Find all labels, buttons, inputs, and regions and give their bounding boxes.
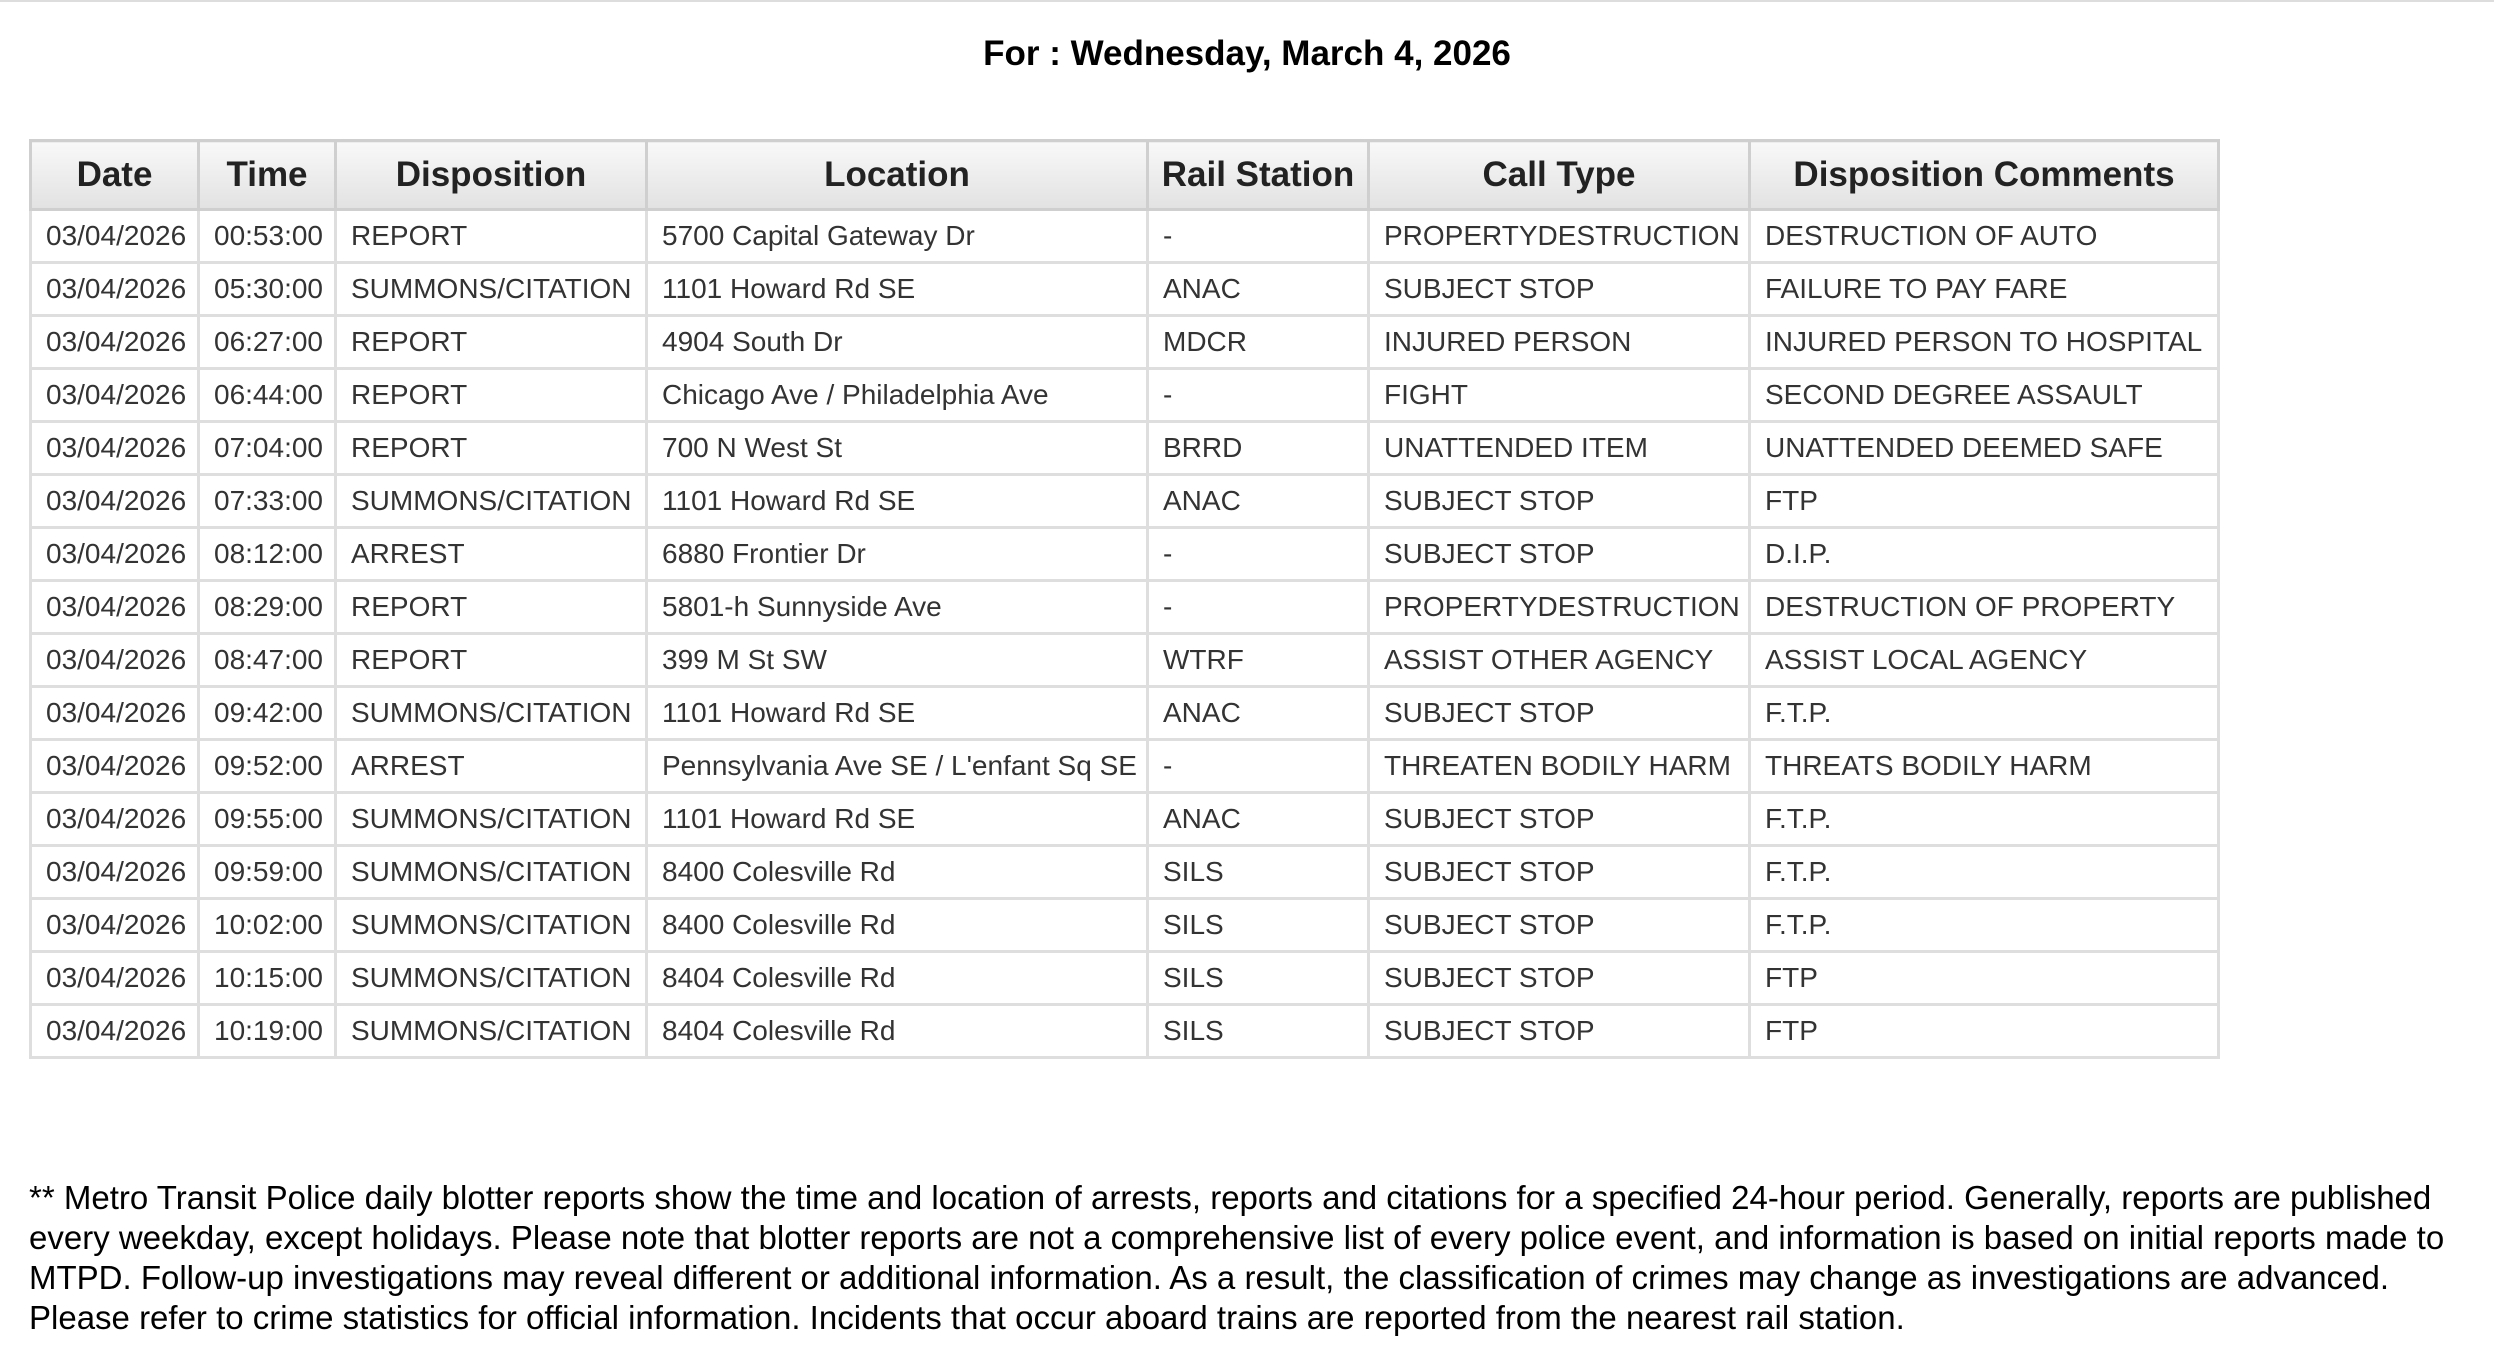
rail-station-cell: SILS [1148,846,1369,899]
column-header-time: Time [199,141,336,210]
footnote-disclaimer: ** Metro Transit Police daily blotter reports show the time and location of arrests, reports and citations for a specified 24-hour period. Generally, reports are published every weekday, except holidays. Please note that blotter reports are not a comprehensive list of every police event, and information is based on initial reports made to MTPD. Follow-up investigations may reveal different or additional information. As a result, the classification of crimes may change as investigations are advanced. Please refer to crime statistics for official information. Incidents that occur aboard trains are reported from the nearest rail station. [29,1179,2445,1336]
disposition-comments-cell: F.T.P. [1750,846,2219,899]
time-cell: 07:04:00 [199,422,336,475]
rail-station-cell: - [1148,740,1369,793]
time-cell: 05:30:00 [199,263,336,316]
disposition-cell: SUMMONS/CITATION [336,793,647,846]
disposition-cell: SUMMONS/CITATION [336,952,647,1005]
call-type-cell: SUBJECT STOP [1369,687,1750,740]
location-cell: 1101 Howard Rd SE [647,475,1148,528]
disposition-cell: SUMMONS/CITATION [336,687,647,740]
time-cell: 09:55:00 [199,793,336,846]
disposition-cell: REPORT [336,369,647,422]
disposition-cell: REPORT [336,210,647,263]
date-cell: 03/04/2026 [31,740,199,793]
call-type-cell: SUBJECT STOP [1369,528,1750,581]
location-cell: 8404 Colesville Rd [647,952,1148,1005]
time-cell: 09:42:00 [199,687,336,740]
location-cell: 1101 Howard Rd SE [647,793,1148,846]
disposition-cell: SUMMONS/CITATION [336,846,647,899]
time-cell: 09:59:00 [199,846,336,899]
time-cell: 09:52:00 [199,740,336,793]
date-cell: 03/04/2026 [31,846,199,899]
disposition-comments-cell: FTP [1750,475,2219,528]
disposition-comments-cell: UNATTENDED DEEMED SAFE [1750,422,2219,475]
location-cell: 399 M St SW [647,634,1148,687]
table-row [31,528,2219,581]
rail-station-cell: SILS [1148,952,1369,1005]
table-row [31,369,2219,422]
time-cell: 08:29:00 [199,581,336,634]
call-type-cell: FIGHT [1369,369,1750,422]
rail-station-cell: BRRD [1148,422,1369,475]
call-type-cell: SUBJECT STOP [1369,846,1750,899]
rail-station-cell: ANAC [1148,475,1369,528]
rail-station-cell: - [1148,528,1369,581]
date-cell: 03/04/2026 [31,581,199,634]
location-cell: 4904 South Dr [647,316,1148,369]
call-type-cell: SUBJECT STOP [1369,263,1750,316]
call-type-cell: ASSIST OTHER AGENCY [1369,634,1750,687]
location-cell: 5801-h Sunnyside Ave [647,581,1148,634]
blotter-table [29,139,2220,1059]
date-cell: 03/04/2026 [31,899,199,952]
disposition-comments-cell: INJURED PERSON TO HOSPITAL [1750,316,2219,369]
table-row [31,952,2219,1005]
table-row [31,263,2219,316]
disposition-comments-cell: FAILURE TO PAY FARE [1750,263,2219,316]
location-cell: Pennsylvania Ave SE / L'enfant Sq SE [647,740,1148,793]
column-header-location: Location [647,141,1148,210]
disposition-comments-cell: D.I.P. [1750,528,2219,581]
rail-station-cell: - [1148,210,1369,263]
date-cell: 03/04/2026 [31,263,199,316]
rail-station-cell: - [1148,369,1369,422]
rail-station-cell: - [1148,581,1369,634]
column-header-call-type: Call Type [1369,141,1750,210]
disposition-comments-cell: SECOND DEGREE ASSAULT [1750,369,2219,422]
column-header-disposition-comments: Disposition Comments [1750,141,2219,210]
disposition-cell: REPORT [336,316,647,369]
date-cell: 03/04/2026 [31,316,199,369]
disposition-cell: SUMMONS/CITATION [336,263,647,316]
date-cell: 03/04/2026 [31,793,199,846]
table-row [31,899,2219,952]
date-cell: 03/04/2026 [31,210,199,263]
disposition-cell: ARREST [336,528,647,581]
column-header-rail-station: Rail Station [1148,141,1369,210]
table-row [31,581,2219,634]
disposition-comments-cell: DESTRUCTION OF PROPERTY [1750,581,2219,634]
disposition-comments-cell: FTP [1750,1005,2219,1058]
location-cell: 8400 Colesville Rd [647,846,1148,899]
disposition-cell: REPORT [336,581,647,634]
date-cell: 03/04/2026 [31,422,199,475]
disposition-cell: ARREST [336,740,647,793]
call-type-cell: SUBJECT STOP [1369,1005,1750,1058]
call-type-cell: SUBJECT STOP [1369,793,1750,846]
disposition-cell: SUMMONS/CITATION [336,899,647,952]
table-row [31,1005,2219,1058]
location-cell: 6880 Frontier Dr [647,528,1148,581]
date-cell: 03/04/2026 [31,952,199,1005]
disposition-comments-cell: F.T.P. [1750,793,2219,846]
table-row [31,422,2219,475]
table-header-row [31,141,2219,210]
disposition-cell: SUMMONS/CITATION [336,1005,647,1058]
rail-station-cell: MDCR [1148,316,1369,369]
disposition-cell: SUMMONS/CITATION [336,475,647,528]
time-cell: 10:19:00 [199,1005,336,1058]
location-cell: 8400 Colesville Rd [647,899,1148,952]
disposition-cell: REPORT [336,634,647,687]
column-header-date: Date [31,141,199,210]
disposition-comments-cell: ASSIST LOCAL AGENCY [1750,634,2219,687]
date-cell: 03/04/2026 [31,634,199,687]
call-type-cell: UNATTENDED ITEM [1369,422,1750,475]
table-row [31,475,2219,528]
column-header-disposition: Disposition [336,141,647,210]
rail-station-cell: ANAC [1148,793,1369,846]
disposition-comments-cell: THREATS BODILY HARM [1750,740,2219,793]
disposition-cell: REPORT [336,422,647,475]
table-body [31,210,2219,1058]
table-row [31,210,2219,263]
table-row [31,740,2219,793]
call-type-cell: SUBJECT STOP [1369,899,1750,952]
time-cell: 06:27:00 [199,316,336,369]
time-cell: 00:53:00 [199,210,336,263]
rail-station-cell: SILS [1148,899,1369,952]
disposition-comments-cell: FTP [1750,952,2219,1005]
top-divider [0,0,2494,2]
date-cell: 03/04/2026 [31,528,199,581]
rail-station-cell: ANAC [1148,687,1369,740]
rail-station-cell: ANAC [1148,263,1369,316]
call-type-cell: THREATEN BODILY HARM [1369,740,1750,793]
date-cell: 03/04/2026 [31,369,199,422]
location-cell: 1101 Howard Rd SE [647,263,1148,316]
table-row [31,846,2219,899]
date-cell: 03/04/2026 [31,687,199,740]
page-title: For : Wednesday, March 4, 2026 [983,34,1511,73]
time-cell: 10:02:00 [199,899,336,952]
time-cell: 10:15:00 [199,952,336,1005]
call-type-cell: SUBJECT STOP [1369,952,1750,1005]
disposition-comments-cell: F.T.P. [1750,899,2219,952]
table-row [31,687,2219,740]
location-cell: 8404 Colesville Rd [647,1005,1148,1058]
call-type-cell: PROPERTYDESTRUCTION [1369,581,1750,634]
disposition-comments-cell: F.T.P. [1750,687,2219,740]
call-type-cell: INJURED PERSON [1369,316,1750,369]
disposition-comments-cell: DESTRUCTION OF AUTO [1750,210,2219,263]
location-cell: 1101 Howard Rd SE [647,687,1148,740]
rail-station-cell: WTRF [1148,634,1369,687]
location-cell: 700 N West St [647,422,1148,475]
time-cell: 07:33:00 [199,475,336,528]
time-cell: 08:47:00 [199,634,336,687]
date-cell: 03/04/2026 [31,475,199,528]
table-row [31,634,2219,687]
time-cell: 08:12:00 [199,528,336,581]
table-row [31,793,2219,846]
location-cell: 5700 Capital Gateway Dr [647,210,1148,263]
call-type-cell: SUBJECT STOP [1369,475,1750,528]
location-cell: Chicago Ave / Philadelphia Ave [647,369,1148,422]
rail-station-cell: SILS [1148,1005,1369,1058]
date-cell: 03/04/2026 [31,1005,199,1058]
time-cell: 06:44:00 [199,369,336,422]
table-row [31,316,2219,369]
call-type-cell: PROPERTYDESTRUCTION [1369,210,1750,263]
